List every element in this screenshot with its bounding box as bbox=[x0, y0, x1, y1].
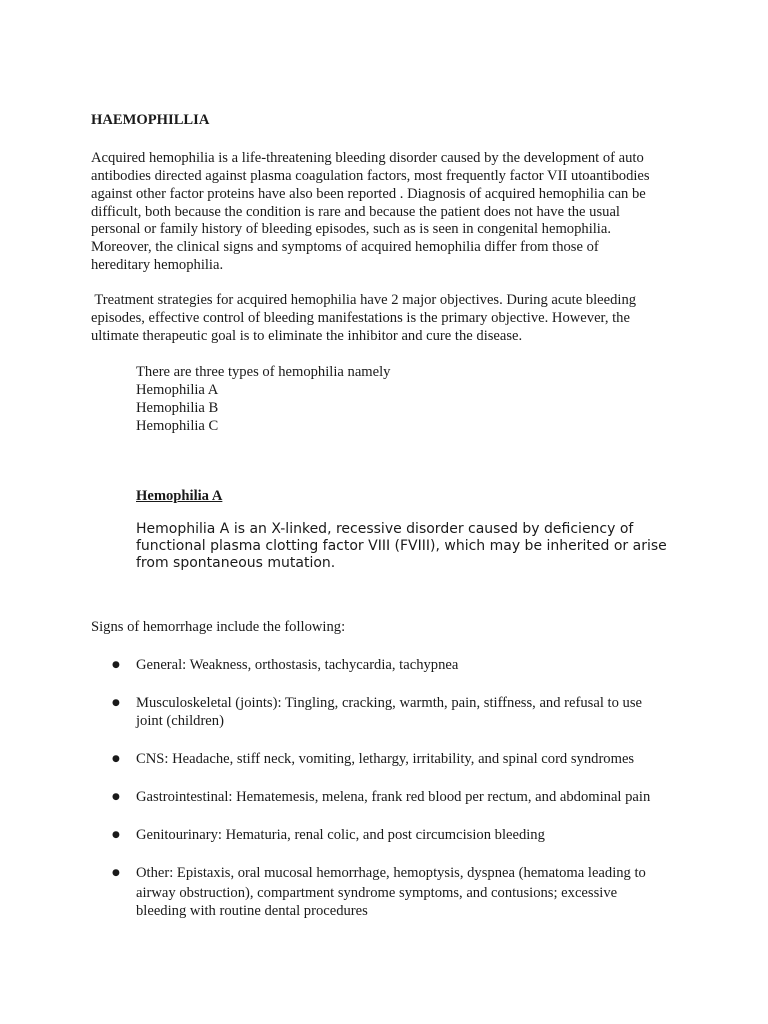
hemophilia-a-line: from spontaneous mutation. bbox=[136, 555, 336, 571]
hemophilia-a-line: functional plasma clotting factor VIII (FVIII), which may be inherited or arise bbox=[136, 538, 667, 554]
list-item-line: Genitourinary: Hematuria, renal colic, and post circumcision bleeding bbox=[136, 827, 545, 843]
type-item: Hemophilia B bbox=[136, 400, 219, 416]
bullet-icon: ● bbox=[112, 754, 120, 764]
treatment-line: episodes, effective control of bleeding manifestations is the primary objective. However, the bbox=[91, 310, 630, 326]
bullet-icon: ● bbox=[112, 792, 120, 802]
intro-line: against other factor proteins have also been reported . Diagnosis of acquired hemophilia can be bbox=[91, 186, 646, 202]
list-item-line: General: Weakness, orthostasis, tachycardia, tachypnea bbox=[136, 657, 459, 673]
list-item-line: Musculoskeletal (joints): Tingling, cracking, warmth, pain, stiffness, and refusal to use bbox=[136, 695, 642, 711]
intro-line: hereditary hemophilia. bbox=[91, 257, 224, 273]
list-item-line: Other: Epistaxis, oral mucosal hemorrhage, hemoptysis, dyspnea (hematoma leading to bbox=[136, 865, 646, 881]
treatment-line: Treatment strategies for acquired hemophilia have 2 major objectives. During acute bleeding bbox=[91, 292, 637, 308]
bullet-icon: ● bbox=[112, 698, 120, 708]
intro-line: Moreover, the clinical signs and symptoms of acquired hemophilia differ from those of bbox=[91, 239, 599, 255]
hemophilia-a-heading: Hemophilia A bbox=[136, 488, 223, 504]
intro-line: difficult, both because the condition is rare and because the patient does not have the usual bbox=[91, 204, 620, 220]
intro-line: antibodies directed against plasma coagulation factors, most frequently factor VII utoantibodies bbox=[91, 168, 650, 184]
intro-line: Acquired hemophilia is a life-threatening bleeding disorder caused by the development of auto bbox=[91, 150, 644, 166]
bullet-icon: ● bbox=[112, 660, 120, 670]
list-item-line: CNS: Headache, stiff neck, vomiting, lethargy, irritability, and spinal cord syndromes bbox=[136, 751, 635, 767]
document-title: HAEMOPHILLIA bbox=[91, 112, 210, 128]
bullet-icon: ● bbox=[112, 868, 120, 878]
type-item: Hemophilia A bbox=[136, 382, 219, 398]
hemophilia-a-line: Hemophilia A is an X-linked, recessive disorder caused by deficiency of bbox=[136, 521, 634, 537]
list-item-line: bleeding with routine dental procedures bbox=[136, 903, 368, 919]
type-item: Hemophilia C bbox=[136, 418, 219, 434]
bullet-icon: ● bbox=[112, 830, 120, 840]
list-item-line: joint (children) bbox=[136, 713, 224, 729]
signs-intro: Signs of hemorrhage include the following: bbox=[91, 619, 346, 635]
intro-line: personal or family history of bleeding episodes, such as is seen in congenital hemophilia. bbox=[91, 221, 611, 237]
types-intro-line: There are three types of hemophilia namely bbox=[136, 364, 391, 380]
list-item-line: airway obstruction), compartment syndrome symptoms, and contusions; excessive bbox=[136, 885, 618, 901]
treatment-line: ultimate therapeutic goal is to eliminate the inhibitor and cure the disease. bbox=[91, 328, 523, 344]
list-item-line: Gastrointestinal: Hematemesis, melena, frank red blood per rectum, and abdominal pain bbox=[136, 789, 651, 805]
